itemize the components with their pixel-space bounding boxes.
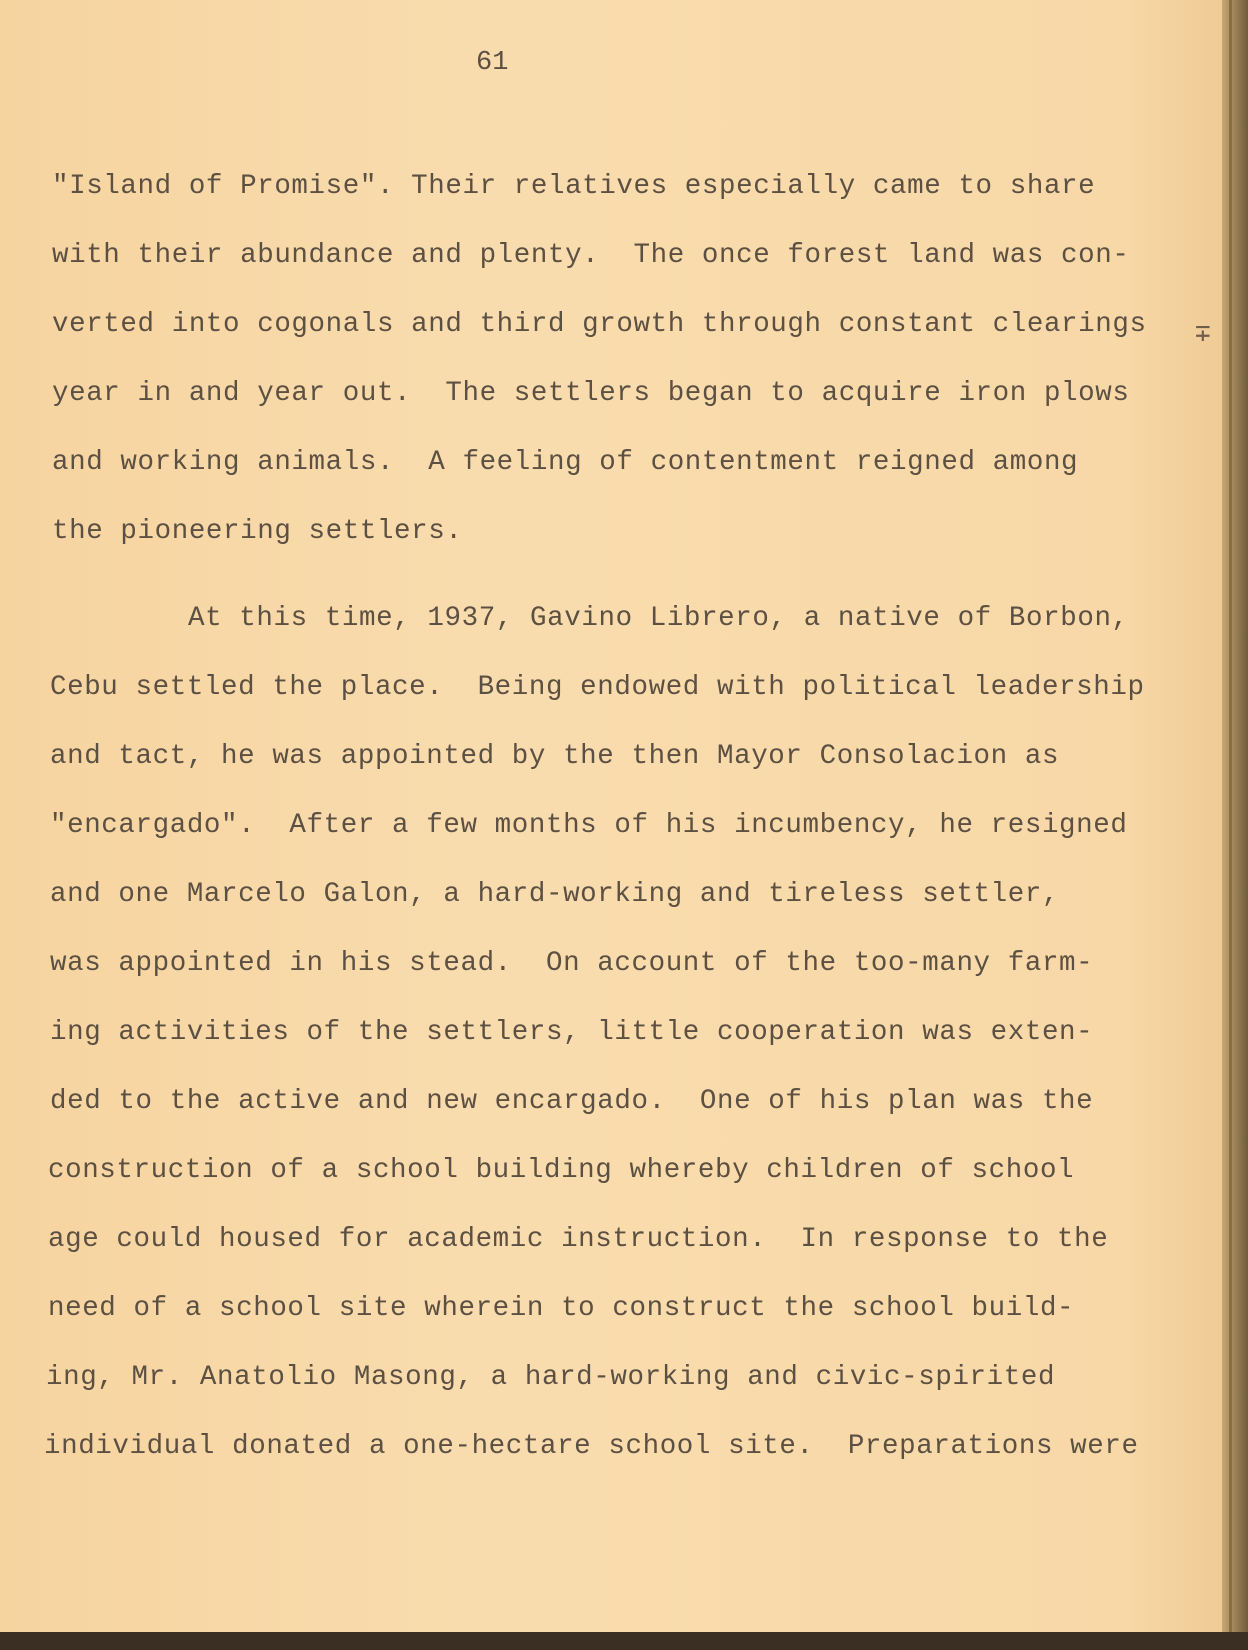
text-line-13: ing activities of the settlers, little cooperation was exten- xyxy=(50,1017,1094,1048)
text-line-8: Cebu settled the place. Being endowed with political leadership xyxy=(50,672,1145,703)
text-line-7: At this time, 1937, Gavino Librero, a native of Borbon, xyxy=(188,603,1129,634)
text-line-5: and working animals. A feeling of contentment reigned among xyxy=(52,447,1079,478)
margin-mark: ∓ xyxy=(1195,319,1211,349)
text-line-12: was appointed in his stead. On account of the too-many farm- xyxy=(50,948,1094,979)
text-line-14: ded to the active and new encargado. One of his plan was the xyxy=(50,1086,1094,1117)
text-line-3: verted into cogonals and third growth through constant clearings xyxy=(52,309,1147,340)
text-line-11: and one Marcelo Galon, a hard-working and tireless settler, xyxy=(50,879,1060,910)
text-line-15: construction of a school building whereby children of school xyxy=(48,1155,1075,1186)
text-line-17: need of a school site wherein to construct the school build- xyxy=(48,1293,1075,1324)
scan-bottom-edge xyxy=(0,1632,1248,1650)
text-line-2: with their abundance and plenty. The once forest land was con- xyxy=(52,240,1130,271)
text-line-10: "encargado". After a few months of his incumbency, he resigned xyxy=(50,810,1128,841)
page-number: 61 xyxy=(476,48,509,78)
text-line-1: "Island of Promise". Their relatives especially came to share xyxy=(52,171,1096,202)
text-line-6: the pioneering settlers. xyxy=(52,516,463,547)
book-binding-edge xyxy=(1222,0,1248,1650)
text-line-9: and tact, he was appointed by the then Mayor Consolacion as xyxy=(50,741,1060,772)
text-line-19: individual donated a one-hectare school site. Preparations were xyxy=(44,1431,1139,1462)
binding-line xyxy=(1229,0,1232,1650)
text-line-16: age could housed for academic instruction. In response to the xyxy=(48,1224,1109,1255)
text-line-18: ing, Mr. Anatolio Masong, a hard-working and civic-spirited xyxy=(46,1362,1056,1393)
text-line-4: year in and year out. The settlers began to acquire iron plows xyxy=(52,378,1130,409)
